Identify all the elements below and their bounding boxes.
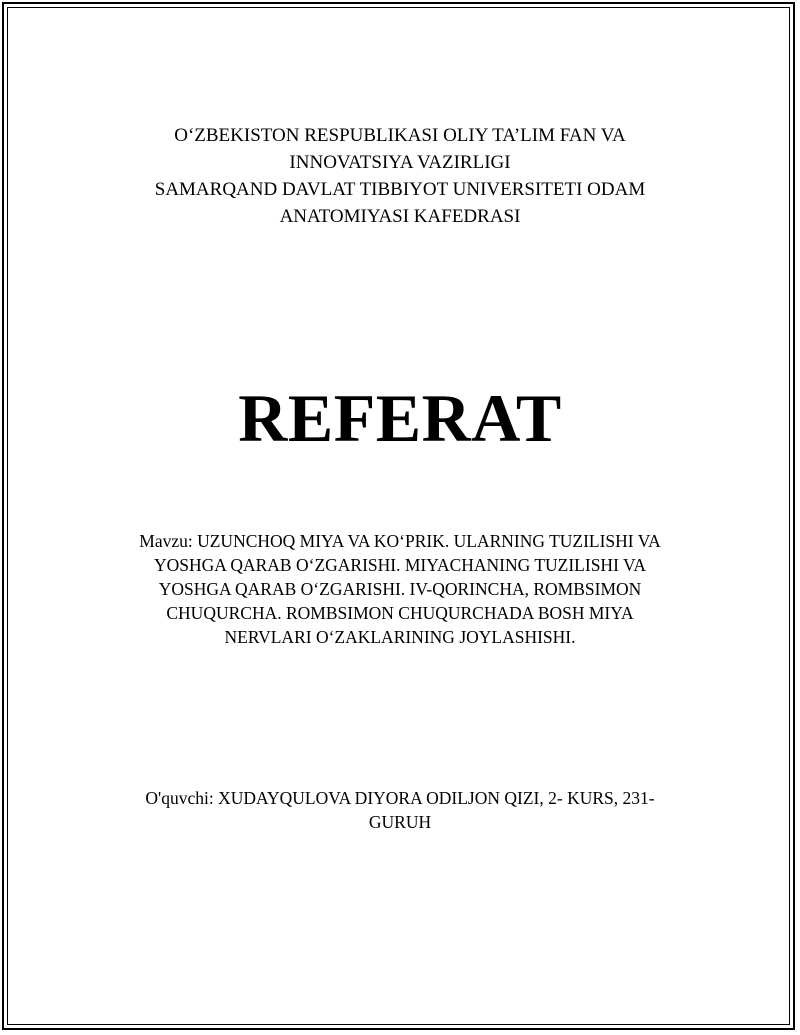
institution-line: ANATOMIYASI KAFEDRASI [279,206,521,227]
institution-line: O‘ZBEKISTON RESPUBLIKASI OLIY TA’LIM FAN VA [174,125,626,146]
topic-line: YOSHGA QARAB O‘ZGARISHI. IV-QORINCHA, ROMBSIMON [158,579,642,599]
document-title: REFERAT [238,380,562,456]
topic-line: Mavzu: UZUNCHOQ MIYA VA KO‘PRIK. ULARNING TUZILISHI VA [139,531,661,551]
institution-line: INNOVATSIYA VAZIRLIGI [289,152,511,173]
student-line: GURUH [368,812,432,832]
student-info [100,786,700,834]
topic-line: NERVLARI O‘ZAKLARINING JOYLASHISHI. [224,627,576,647]
topic-paragraph [100,529,700,649]
student-line: O'quvchi: XUDAYQULOVA DIYORA ODILJON QIZI, 2- KURS, 231- [145,788,655,808]
topic-line: CHUQURCHA. ROMBSIMON CHUQURCHADA BOSH MIYA [166,603,634,623]
institution-header [0,122,800,230]
institution-line: SAMARQAND DAVLAT TIBBIYOT UNIVERSITETI ODAM [154,179,646,200]
topic-line: YOSHGA QARAB O‘ZGARISHI. MIYACHANING TUZILISHI VA [154,555,646,575]
